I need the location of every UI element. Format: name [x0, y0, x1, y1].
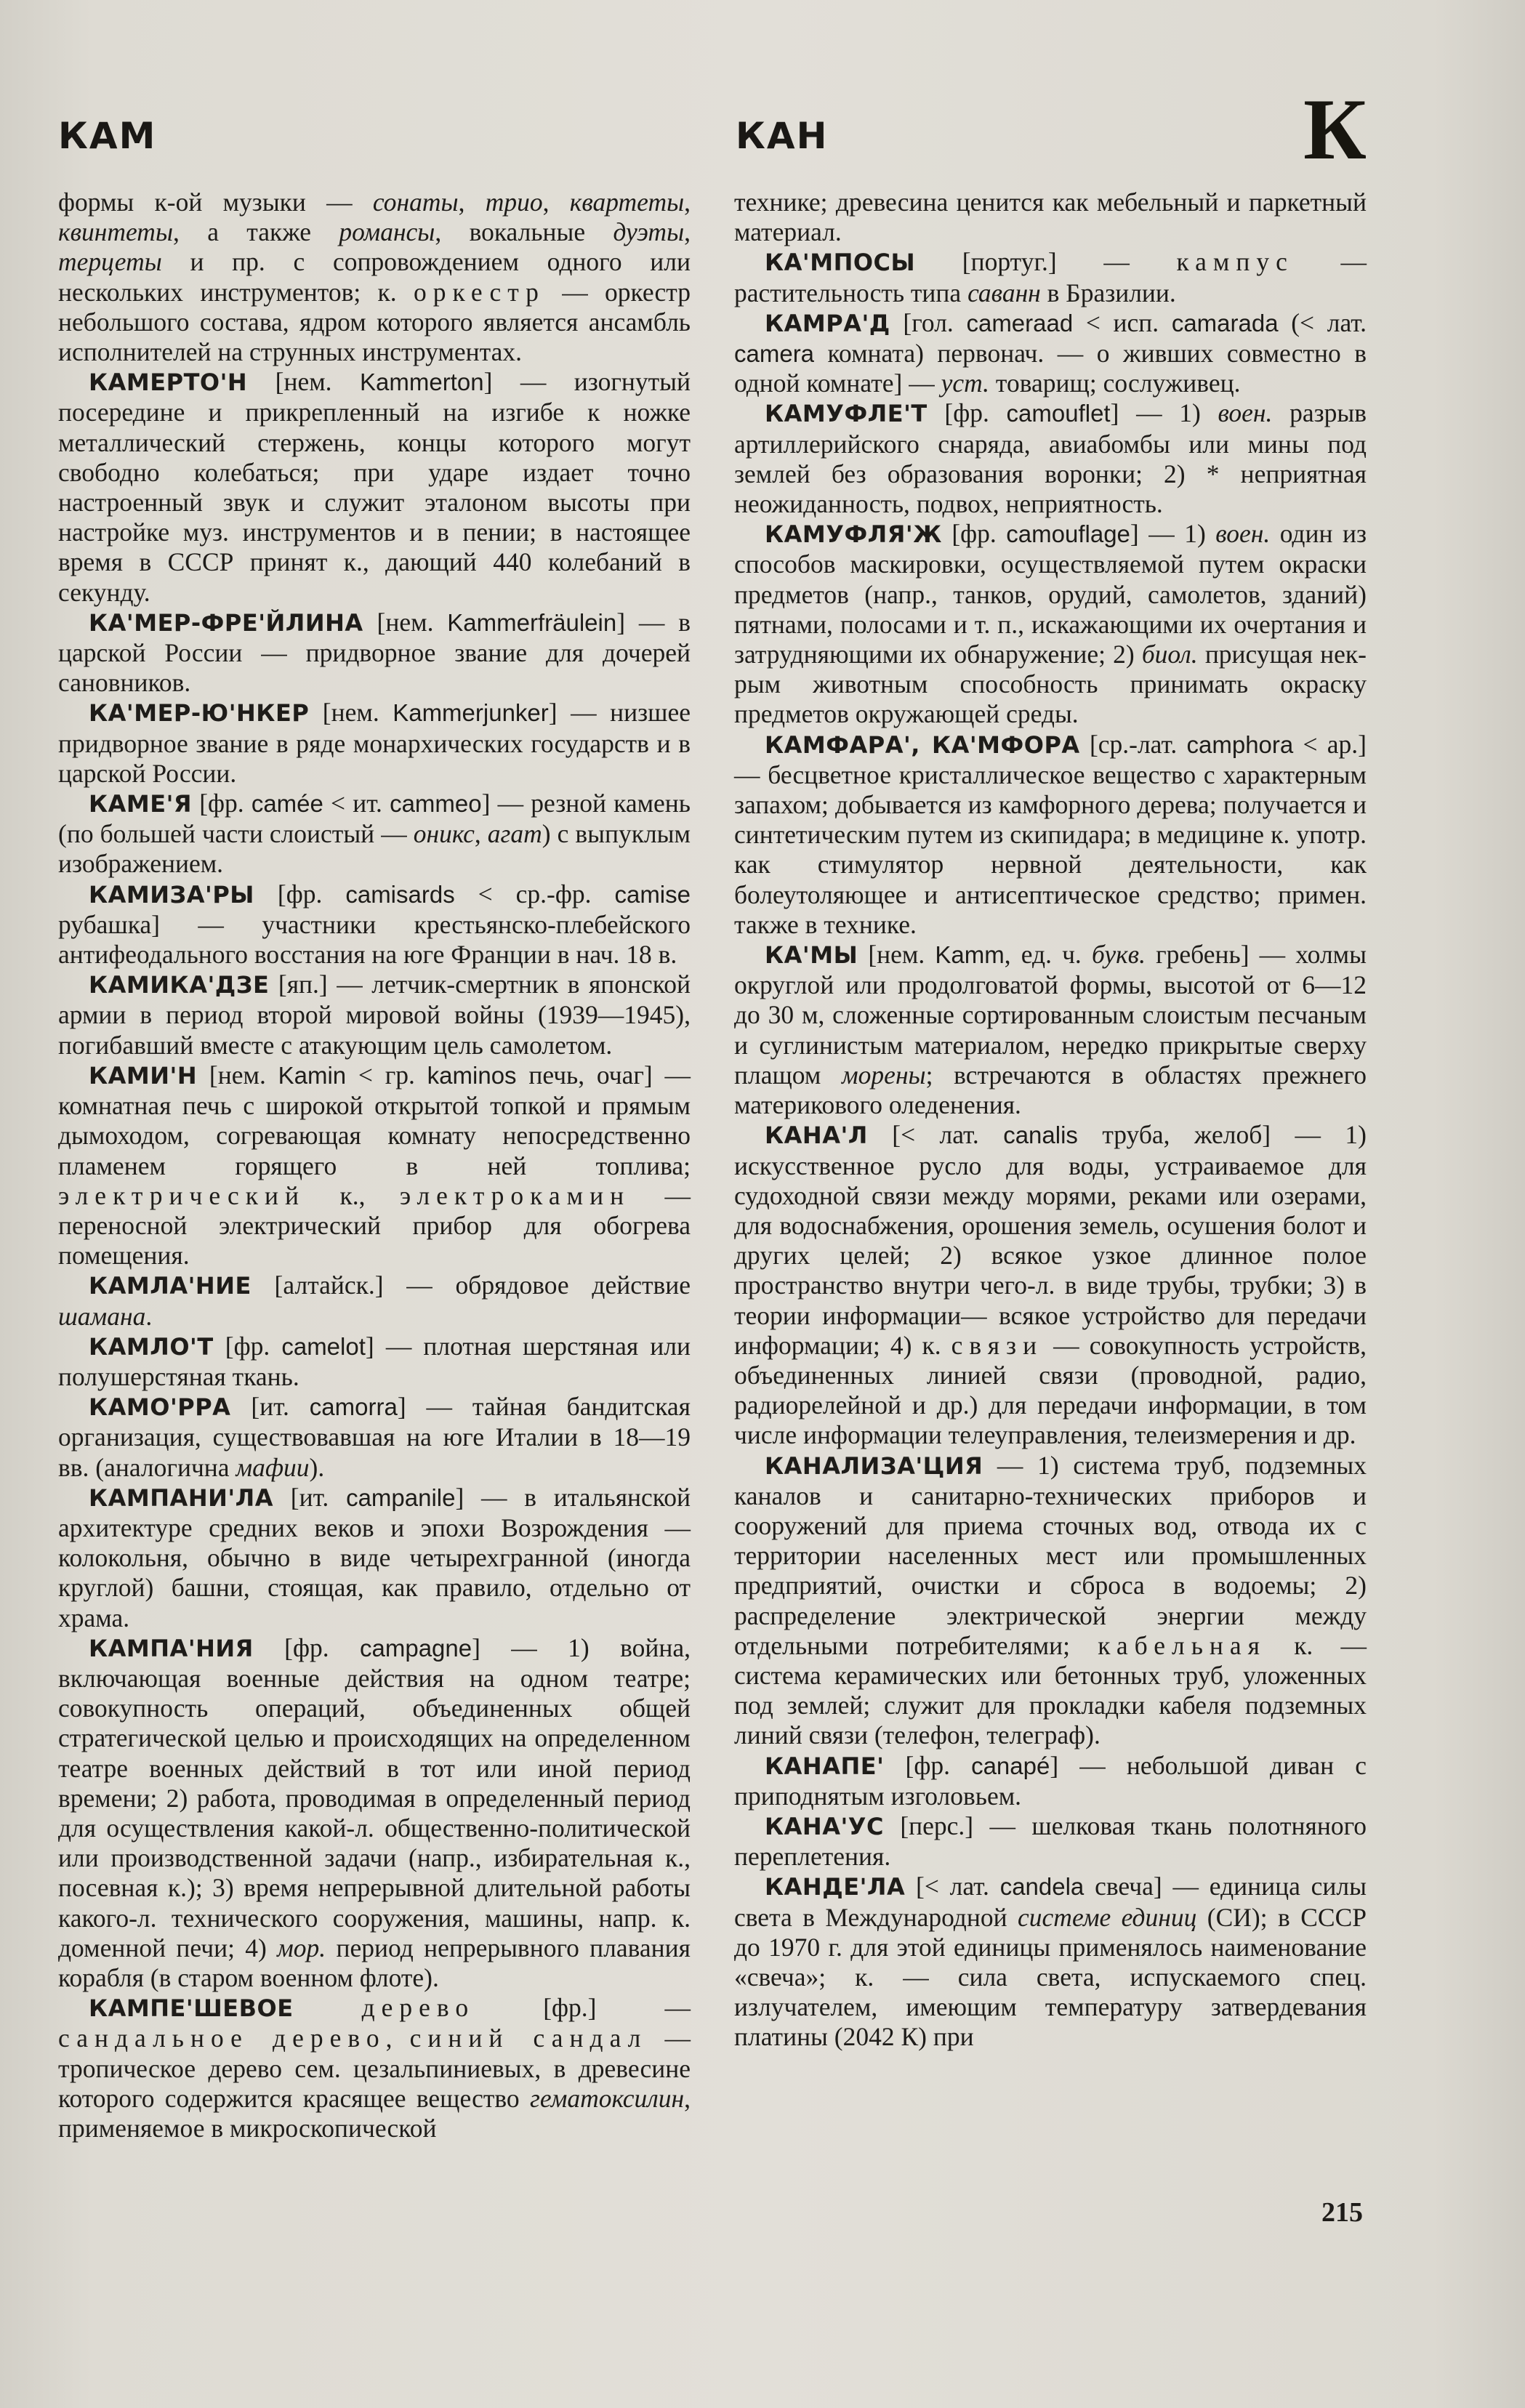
etymon: Kamin — [278, 1061, 347, 1089]
entry-kampaniya — [58, 1633, 691, 1993]
entry-text: [< лат. — [867, 1120, 1004, 1150]
entry-text: [фр. — [927, 398, 1007, 428]
entry-text: ). — [309, 1452, 325, 1482]
etymon: camarada — [1171, 309, 1279, 337]
running-head-right: КАН — [736, 115, 829, 157]
entry-kamfara — [734, 730, 1367, 940]
entry-text: [фр. — [884, 1750, 972, 1780]
entry-text: к., — [305, 1180, 400, 1210]
entry-text: [алтайск.] — обрядовое действие — [251, 1271, 691, 1300]
entry-kanal — [734, 1120, 1367, 1450]
entry-text: ] — плотная шерстяная или полушерстяная ткань. — [58, 1331, 691, 1391]
italic-term: терцеты — [58, 247, 162, 277]
italic-term: шамана — [58, 1301, 146, 1331]
headword: КА'МЕР-ФРЕ'ЙЛИНА — [89, 608, 363, 637]
headword: КАМУФЛЯ'Ж — [765, 520, 942, 549]
entry-kameya — [58, 789, 691, 879]
entry-text: [ит. — [273, 1482, 347, 1512]
headword: КАМРА'Д — [765, 309, 890, 337]
entry-text: < исп. — [1073, 307, 1172, 337]
entry-kamikadze — [58, 970, 691, 1060]
entry-text: [фр.] — — [475, 1993, 691, 2023]
entry-text: [фр. — [192, 789, 252, 818]
entry-text: , — [385, 2024, 410, 2053]
etymon: Kammerjunker — [393, 699, 549, 727]
italic-term: мафии — [236, 1452, 310, 1482]
entry-text: , а также — [172, 217, 339, 247]
entry-text: технике; древесина ценится как мебельный и паркетный материал. — [734, 188, 1367, 247]
italic-term: романсы — [339, 217, 435, 247]
headword: КАНА'Л — [765, 1122, 868, 1150]
headword: КА'МПОСЫ — [765, 249, 916, 277]
entry-text: < ар.] — бесцветное кристаллическое вещество с характерным запахом; добывается из камфорного дерева; получается и синтетическим путем из скипидара; в медицине к. употр. как стимулятор нервной деятельности, как болеутоляющее и антисептическое средство; примен. также в технике. — [734, 729, 1367, 939]
etymon: camera — [734, 340, 815, 368]
entry-text: ] — 1) — [1130, 519, 1216, 549]
etymon: candela — [999, 1873, 1085, 1901]
etymon: camée — [251, 790, 323, 818]
entry-text: печь, очаг] — комнатная печь с широкой открытой топкой и прямым дымоходом, согревающая комнату непосредственно пламенем горящего в ней топлива; — [58, 1060, 691, 1180]
italic-term: гематоксилин — [530, 2083, 685, 2113]
entry-text: период непрерывного плавания корабля (в старом военном флоте). — [58, 1933, 691, 1992]
entry-text: ] — тайная бандитская организация, существовавшая на юге Италии в 18—19 вв. (аналогична — [58, 1392, 691, 1482]
headword: КАНАЛИЗА'ЦИЯ — [765, 1451, 983, 1480]
entry-kamerton — [58, 367, 691, 608]
italic-term: сонаты — [372, 188, 459, 217]
etymon: camphora — [1186, 730, 1294, 758]
entry-kamrad — [734, 308, 1367, 399]
spaced-term: оркестр — [413, 277, 545, 307]
etymon: Kammerfräulein — [447, 608, 617, 636]
spaced-term: сандальное дерево — [58, 2024, 386, 2053]
headword: КАМЛА'НИЕ — [89, 1272, 252, 1300]
etymon: kaminos — [427, 1061, 517, 1089]
entry-text: . — [145, 1301, 153, 1331]
entry-text: , вокальные — [435, 217, 613, 247]
headword: КАМФАРА', КА'МФОРА — [765, 730, 1080, 759]
entry-kampanila — [58, 1483, 691, 1633]
headword: КА'МЕР-Ю'НКЕР — [89, 699, 310, 728]
etymon: canapé — [971, 1752, 1050, 1779]
etymon: Kamm — [935, 941, 1005, 969]
entry-text: — растительность типа — [734, 247, 1367, 307]
section-letter: К — [1303, 81, 1367, 177]
spaced-term: электрокамин — [399, 1180, 631, 1210]
left-column — [58, 188, 691, 2143]
entry-text: ] — изогнутый посередине и прикрепленный на изгибе к ножке металлический стержень, концы которого могут свободно колебаться; при ударе издает точно настроенный звук и служит эталоном высоты при настройке муз. инструментов и в пении; в настоящее время в СССР принят к., дающий 440 колебаний в секунду. — [58, 367, 691, 607]
entry-text: формы к-ой музыки — — [58, 188, 373, 217]
spaced-term: кабельная — [1098, 1630, 1266, 1660]
entry-text: [гол. — [890, 307, 967, 337]
headword: КАМПЕ'ШЕВОЕ — [89, 1994, 294, 2023]
entry-text: (СИ); в СССР до 1970 г. для этой единицы применялось наименование «свеча»; к. — сила света, испускаемого спец. излучателем, имеющим температуру затвердевания платины (2042 К) при — [734, 1902, 1367, 2052]
etymon: campagne — [360, 1634, 472, 1662]
etymon: campanile — [346, 1483, 456, 1511]
entry-text: ] — небольшой диван с приподнятым изголовьем. — [734, 1750, 1367, 1811]
entry-text: — тропическое дерево сем. цезальпиниевых, в древесине которого содержится красящее вещество — [58, 2024, 691, 2113]
entry-text: — совокупность устройств, объединенных линией связи (проводной, радио, радиорелейной и др.) для передачи информации, в том числе информации телеуправления, телеизмерения и др. — [734, 1330, 1367, 1450]
entry-kamlanie — [58, 1271, 691, 1331]
entry-text: [< лат. — [905, 1872, 1000, 1901]
entry-text: ] — 1) — [1110, 398, 1218, 428]
entry-text: ] — в итальянской архитектуре средних веков и эпохи Возрождения — колокольня, обычно в виде четырехгранной (иногда круглой) башни, стоящая, как правило, отдельно от храма. — [58, 1482, 691, 1632]
entry-text: [ит. — [230, 1392, 310, 1422]
entry-text: , применяемое в микроскопической — [58, 2083, 691, 2143]
headword: КАНА'УС — [765, 1812, 884, 1840]
entry-text: , ед. ч. — [1004, 940, 1092, 970]
entry-text: [фр. — [213, 1331, 282, 1361]
headword: КАМЕРТО'Н — [89, 369, 248, 397]
entry-text: ) с выпуклым изображением. — [58, 819, 691, 879]
headword: КАМПА'НИЯ — [89, 1634, 254, 1662]
etymon: camisards — [345, 880, 455, 908]
entry-text: [португ.] — — [915, 247, 1177, 277]
italic-term: мор. — [277, 1933, 326, 1962]
etymon: camouflage — [1006, 520, 1130, 548]
italic-term: дуэты — [613, 217, 685, 247]
entry-kamer-freilina — [58, 608, 691, 698]
spaced-term: синий сандал — [409, 2024, 648, 2053]
entry-text: < ит. — [323, 789, 390, 818]
italic-term: агат — [487, 819, 542, 849]
entry-text: один из способов маскировки, осуществляемой путем окраски предметов (напр., танков, орудий, самолетов, зданий) пятнами, полосами и т. п., искажающими их очертания и затрудняющими их обнаружение; 2) — [734, 519, 1367, 669]
italic-term: воен. — [1215, 519, 1271, 549]
entry-text: < гр. — [346, 1060, 427, 1090]
italic-term: квартеты — [569, 188, 685, 217]
entry-text: комната) первонач. — о живших совместно в одной комнате] — — [734, 339, 1367, 398]
headword: КАМЕ'Я — [89, 790, 193, 818]
entry-kamlot — [58, 1332, 691, 1392]
italic-term: оникс — [413, 819, 475, 849]
entry-continuation — [734, 188, 1367, 247]
entry-kanape — [734, 1751, 1367, 1811]
entry-text: [ср.-лат. — [1079, 729, 1187, 759]
headword: КАМЛО'Т — [89, 1332, 214, 1361]
entry-text: ] — в царской России — придворное звание для дочерей сановников. — [58, 607, 691, 698]
entry-text: и пр. с сопровождением одного или нескольких инструментов; к. — [58, 247, 691, 307]
italic-term: трио — [485, 188, 543, 217]
spaced-term: связи — [951, 1330, 1044, 1360]
entry-kamuflyazh — [734, 519, 1367, 729]
entry-text: (< лат. — [1278, 307, 1367, 337]
etymon: camouflet — [1006, 400, 1111, 427]
entry-text: , — [542, 188, 570, 217]
entry-text: [нем. — [197, 1060, 278, 1090]
entry-text: [фр. — [941, 519, 1007, 549]
entry-text: гребень] — холмы округлой или продолговатой формы, высотой от 6—12 до 30 м, сложенные сортированным слоистым песчаным и суглинистым материалом, нередко прикрытые сверху плащом — [734, 940, 1367, 1090]
entry-text — [294, 1993, 362, 2022]
entry-kamer-yunker — [58, 698, 691, 789]
italic-term: букв. — [1091, 940, 1146, 970]
headword: КАМПАНИ'ЛА — [89, 1483, 274, 1512]
entry-text: , — [684, 217, 691, 247]
entry-text: ; встречаются в областях прежнего материкового оледенения. — [734, 1060, 1367, 1120]
entry-text: — оркестр небольшого состава, ядром которого является ансамбль исполнителей на струнных инструментах. — [58, 277, 691, 367]
entry-text: разрыв артиллерийского снаряда, авиабомбы или мины под землей без образования воронки; 2) * неприятная неожиданность, подвох, неприятность. — [734, 398, 1367, 519]
italic-term: воен. — [1218, 398, 1273, 428]
headword: КАНАПЕ' — [765, 1752, 885, 1780]
entry-text: товарищ; сослуживец. — [989, 369, 1241, 398]
entry-kamorra — [58, 1392, 691, 1483]
headword: КАМИ'Н — [89, 1061, 198, 1090]
entry-text: [нем. — [858, 940, 935, 970]
running-head-left: КАМ — [58, 115, 157, 157]
entry-text: ] — низшее придворное звание в ряде монархических государств и в царской России. — [58, 698, 691, 788]
entry-kampeshevoe — [58, 1993, 691, 2143]
italic-term: квинтеты — [58, 217, 173, 247]
entry-kamin — [58, 1060, 691, 1271]
entry-text: < ср.-фр. — [454, 879, 615, 909]
etymon: cameraad — [966, 309, 1074, 337]
entry-text: [нем. — [363, 607, 448, 637]
entry-kamy — [734, 940, 1367, 1120]
headword: КАМИЗА'РЫ — [89, 880, 254, 909]
spaced-term: дерево — [361, 1993, 475, 2023]
italic-term: саванн — [967, 278, 1041, 307]
entry-text: [фр. — [254, 879, 346, 909]
entry-text: [фр. — [253, 1632, 360, 1662]
etymon: camelot — [281, 1332, 366, 1360]
spaced-term: кампус — [1176, 247, 1294, 277]
entry-text: к. — система керамических или бетонных труб, уложенных под землей; служит для прокладки кабеля подземных линий связи (телефон, телеграф). — [734, 1630, 1367, 1750]
entry-continuation — [58, 188, 691, 367]
entry-text: ] — 1) война, включающая военные действия на одном театре; совокупность операций, объединенных общей стратегической целью и происходящих на определенном театре военных действий в тот или иной период времени; 2) работа, проводимая в определенный период для осуществления какой-л. общественно-политической или производственной задачи (напр., избирательная к., посевная к.); 3) время непрерывной длительной работы какого-л. технического сооружения, машины, напр. к. доменной печи; 4) — [58, 1632, 691, 1962]
entry-text: [нем. — [309, 698, 393, 728]
etymon: canalis — [1003, 1122, 1078, 1149]
headword: КАМО'РРА — [89, 1393, 231, 1422]
entry-kamizary — [58, 879, 691, 970]
etymon: Kammerton — [360, 369, 484, 396]
etymon: camorra — [309, 1393, 398, 1421]
italic-term: морены — [842, 1060, 926, 1090]
right-column — [734, 188, 1367, 2052]
entry-text: — переносной электрический прибор для обогрева помещения. — [58, 1180, 691, 1271]
italic-term: уст. — [941, 369, 990, 398]
entry-text: ] — резной камень (по большей части слоистый — — [58, 789, 691, 849]
entry-text: рубашка] — участники крестьянско-плебейского антифеодального восстания на юге Франции в нач. 18 в. — [58, 909, 691, 970]
entry-kandela — [734, 1872, 1367, 2052]
entry-text: — 1) система труб, подземных каналов и санитарно-технических приборов и сооружений для приема сточных вод, отвода их с территории населенных мест или промышленных предприятий, очистки и сброса в водоемы; 2) распределение электрической энергии между отдельными потребителями; — [734, 1450, 1367, 1660]
italic-term: биол. — [1141, 640, 1198, 669]
entry-text: присущая нек-рым животным способность принимать окраску предметов окружающей среды. — [734, 640, 1367, 729]
headword: КА'МЫ — [765, 941, 858, 970]
headword: КАМИКА'ДЗЕ — [89, 971, 270, 999]
entry-text: труба, желоб] — 1) искусственное русло для воды, устраиваемое для судоходной связи между морями, реками или озерами, для водоснабжения, орошения земель, осушения болот и других целей; 2) всякое узкое длинное полое пространство внутри чего-л. в виде трубы, трубки; 3) в теории информации— всякое устройство для передачи информации; 4) к. — [734, 1120, 1367, 1360]
etymon: camise — [614, 880, 691, 908]
entry-text: [перс.] — шелковая ткань полотняного переплетения. — [734, 1811, 1367, 1872]
spaced-term: электрический — [58, 1180, 306, 1210]
entry-text: свеча] — единица силы света в Международной — [734, 1872, 1367, 1932]
entry-text: , — [684, 188, 691, 217]
entry-kanalizatsiya — [734, 1451, 1367, 1751]
entry-text: [яп.] — летчик-смертник в японской армии в период второй мировой войны (1939—1945), погибавший вместе с атакующим цель самолетом. — [58, 970, 691, 1060]
headword: КАНДЕ'ЛА — [765, 1873, 906, 1901]
entry-text: , — [474, 819, 488, 849]
entry-text: [нем. — [247, 367, 360, 397]
entry-text: , — [458, 188, 486, 217]
entry-text: в Бразилии. — [1040, 278, 1176, 307]
headword: КАМУФЛЕ'Т — [765, 400, 928, 428]
page-number: 215 — [1321, 2197, 1363, 2228]
italic-term: системе единиц — [1018, 1902, 1197, 1932]
entry-kanaus — [734, 1811, 1367, 1872]
etymon: cammeo — [390, 790, 482, 818]
entry-kamposy — [734, 247, 1367, 307]
entry-kamuflet — [734, 398, 1367, 519]
